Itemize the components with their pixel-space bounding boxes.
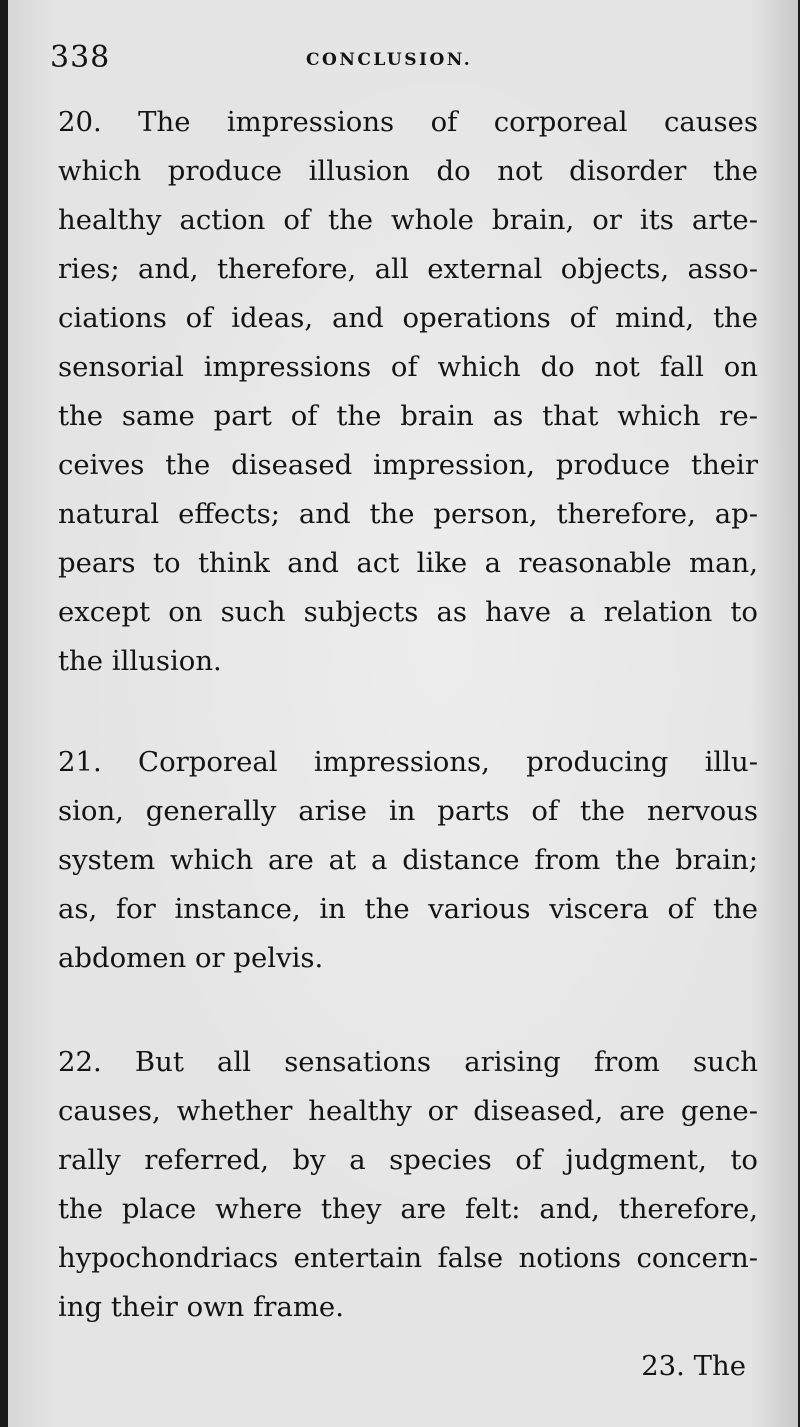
text-line: 22. But all sensations arising from such	[58, 1046, 758, 1078]
paragraph-22	[58, 1038, 758, 1332]
paragraph-20	[58, 98, 758, 686]
text-line: the same part of the brain as that which re-	[58, 400, 758, 432]
text-line: hypochondriacs entertain false notions concern-	[58, 1242, 758, 1274]
text-line: abdomen or pelvis.	[58, 942, 324, 974]
text-line: ing their own frame.	[58, 1291, 344, 1323]
text-line: causes, whether healthy or diseased, are gene-	[58, 1095, 758, 1127]
text-line: pears to think and act like a reasonable man,	[58, 547, 758, 579]
text-line: natural effects; and the person, therefore, ap-	[58, 498, 758, 530]
text-line: ceives the diseased impression, produce their	[58, 449, 758, 481]
text-line: as, for instance, in the various viscera of the	[58, 893, 758, 925]
text-line: healthy action of the whole brain, or its arte-	[58, 204, 758, 236]
catchword: 23. The	[641, 1350, 746, 1382]
running-head: CONCLUSION.	[306, 50, 473, 70]
text-line: system which are at a distance from the brain;	[58, 844, 758, 876]
text-line: the illusion.	[58, 645, 222, 677]
book-page	[8, 0, 798, 1427]
text-line: except on such subjects as have a relation to	[58, 596, 758, 628]
text-line: the place where they are felt: and, therefore,	[58, 1193, 758, 1225]
text-line: ries; and, therefore, all external objects, asso-	[58, 253, 758, 285]
text-line: sion, generally arise in parts of the nervous	[58, 795, 758, 827]
text-line: rally referred, by a species of judgment, to	[58, 1144, 758, 1176]
text-line: ciations of ideas, and operations of mind, the	[58, 302, 758, 334]
text-line: 21. Corporeal impressions, producing illu-	[58, 746, 758, 778]
text-line: 20. The impressions of corporeal causes	[58, 106, 758, 138]
text-line: sensorial impressions of which do not fall on	[58, 351, 758, 383]
text-line: which produce illusion do not disorder the	[58, 155, 758, 187]
page-header	[50, 40, 758, 80]
paragraph-21	[58, 738, 758, 983]
page-number: 338	[50, 40, 111, 75]
